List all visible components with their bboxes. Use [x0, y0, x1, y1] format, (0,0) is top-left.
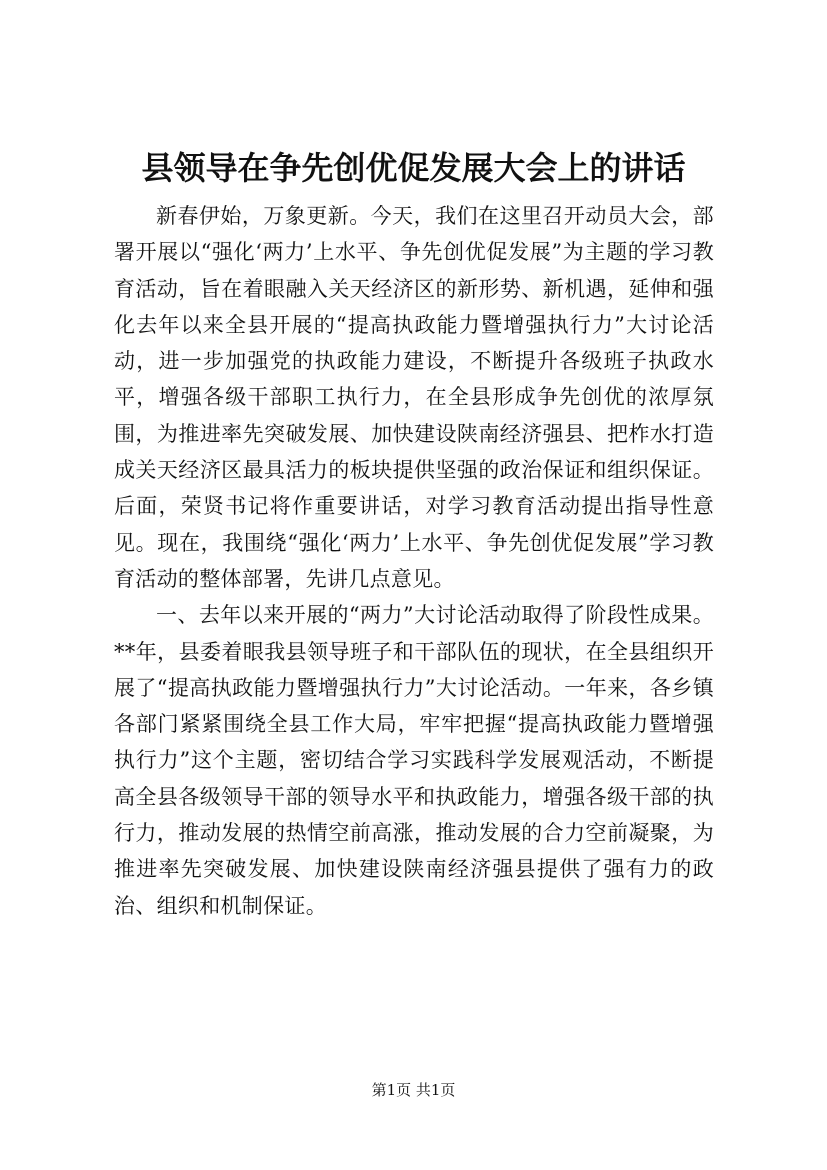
document-title: 县领导在争先创优促发展大会上的讲话 [141, 149, 686, 187]
page-footer: 第1页 共1页 [371, 1081, 456, 1099]
paragraph-opening: 新春伊始，万象更新。今天，我们在这里召开动员大会，部署开展以“强化‘两力’上水平、争先创优促发展”为主题的学习教育活动，旨在着眼融入关天经济区的新形势、新机遇，延伸和强化去年以来全县开展的“提高执政能力暨增强执行力”大讨论活动，进一步加强党的执政能力建设，不断提升各级班子执政水平，增强各级干部职工执行力，在全县形成争先创优的浓厚氛围，为推进率先突破发展、加快建设陕南经济强县、把柞水打造成关天经济区最具活力的板块提供坚强的政治保证和组织保证。后面，荣贤书记将作重要讲话，对学习教育活动提出指导性意见。现在，我围绕“强化‘两力’上水平、争先创优促发展”学习教育活动的整体部署，先讲几点意见。 [114, 204, 714, 591]
document-body [114, 198, 714, 924]
paragraph-section-one: 一、去年以来开展的“两力”大讨论活动取得了阶段性成果。**年，县委着眼我县领导班子和干部队伍的现状，在全县组织开展了“提高执政能力暨增强执行力”大讨论活动。一年来，各乡镇各部门紧紧围绕全县工作大局，牢牢把握“提高执政能力暨增强执行力”这个主题，密切结合学习实践科学发展观活动，不断提高全县各级领导干部的领导水平和执政能力，增强各级干部的执行力，推动发展的热情空前高涨，推动发展的合力空前凝聚，为推进率先突破发展、加快建设陕南经济强县提供了强有力的政治、组织和机制保证。 [114, 603, 714, 918]
